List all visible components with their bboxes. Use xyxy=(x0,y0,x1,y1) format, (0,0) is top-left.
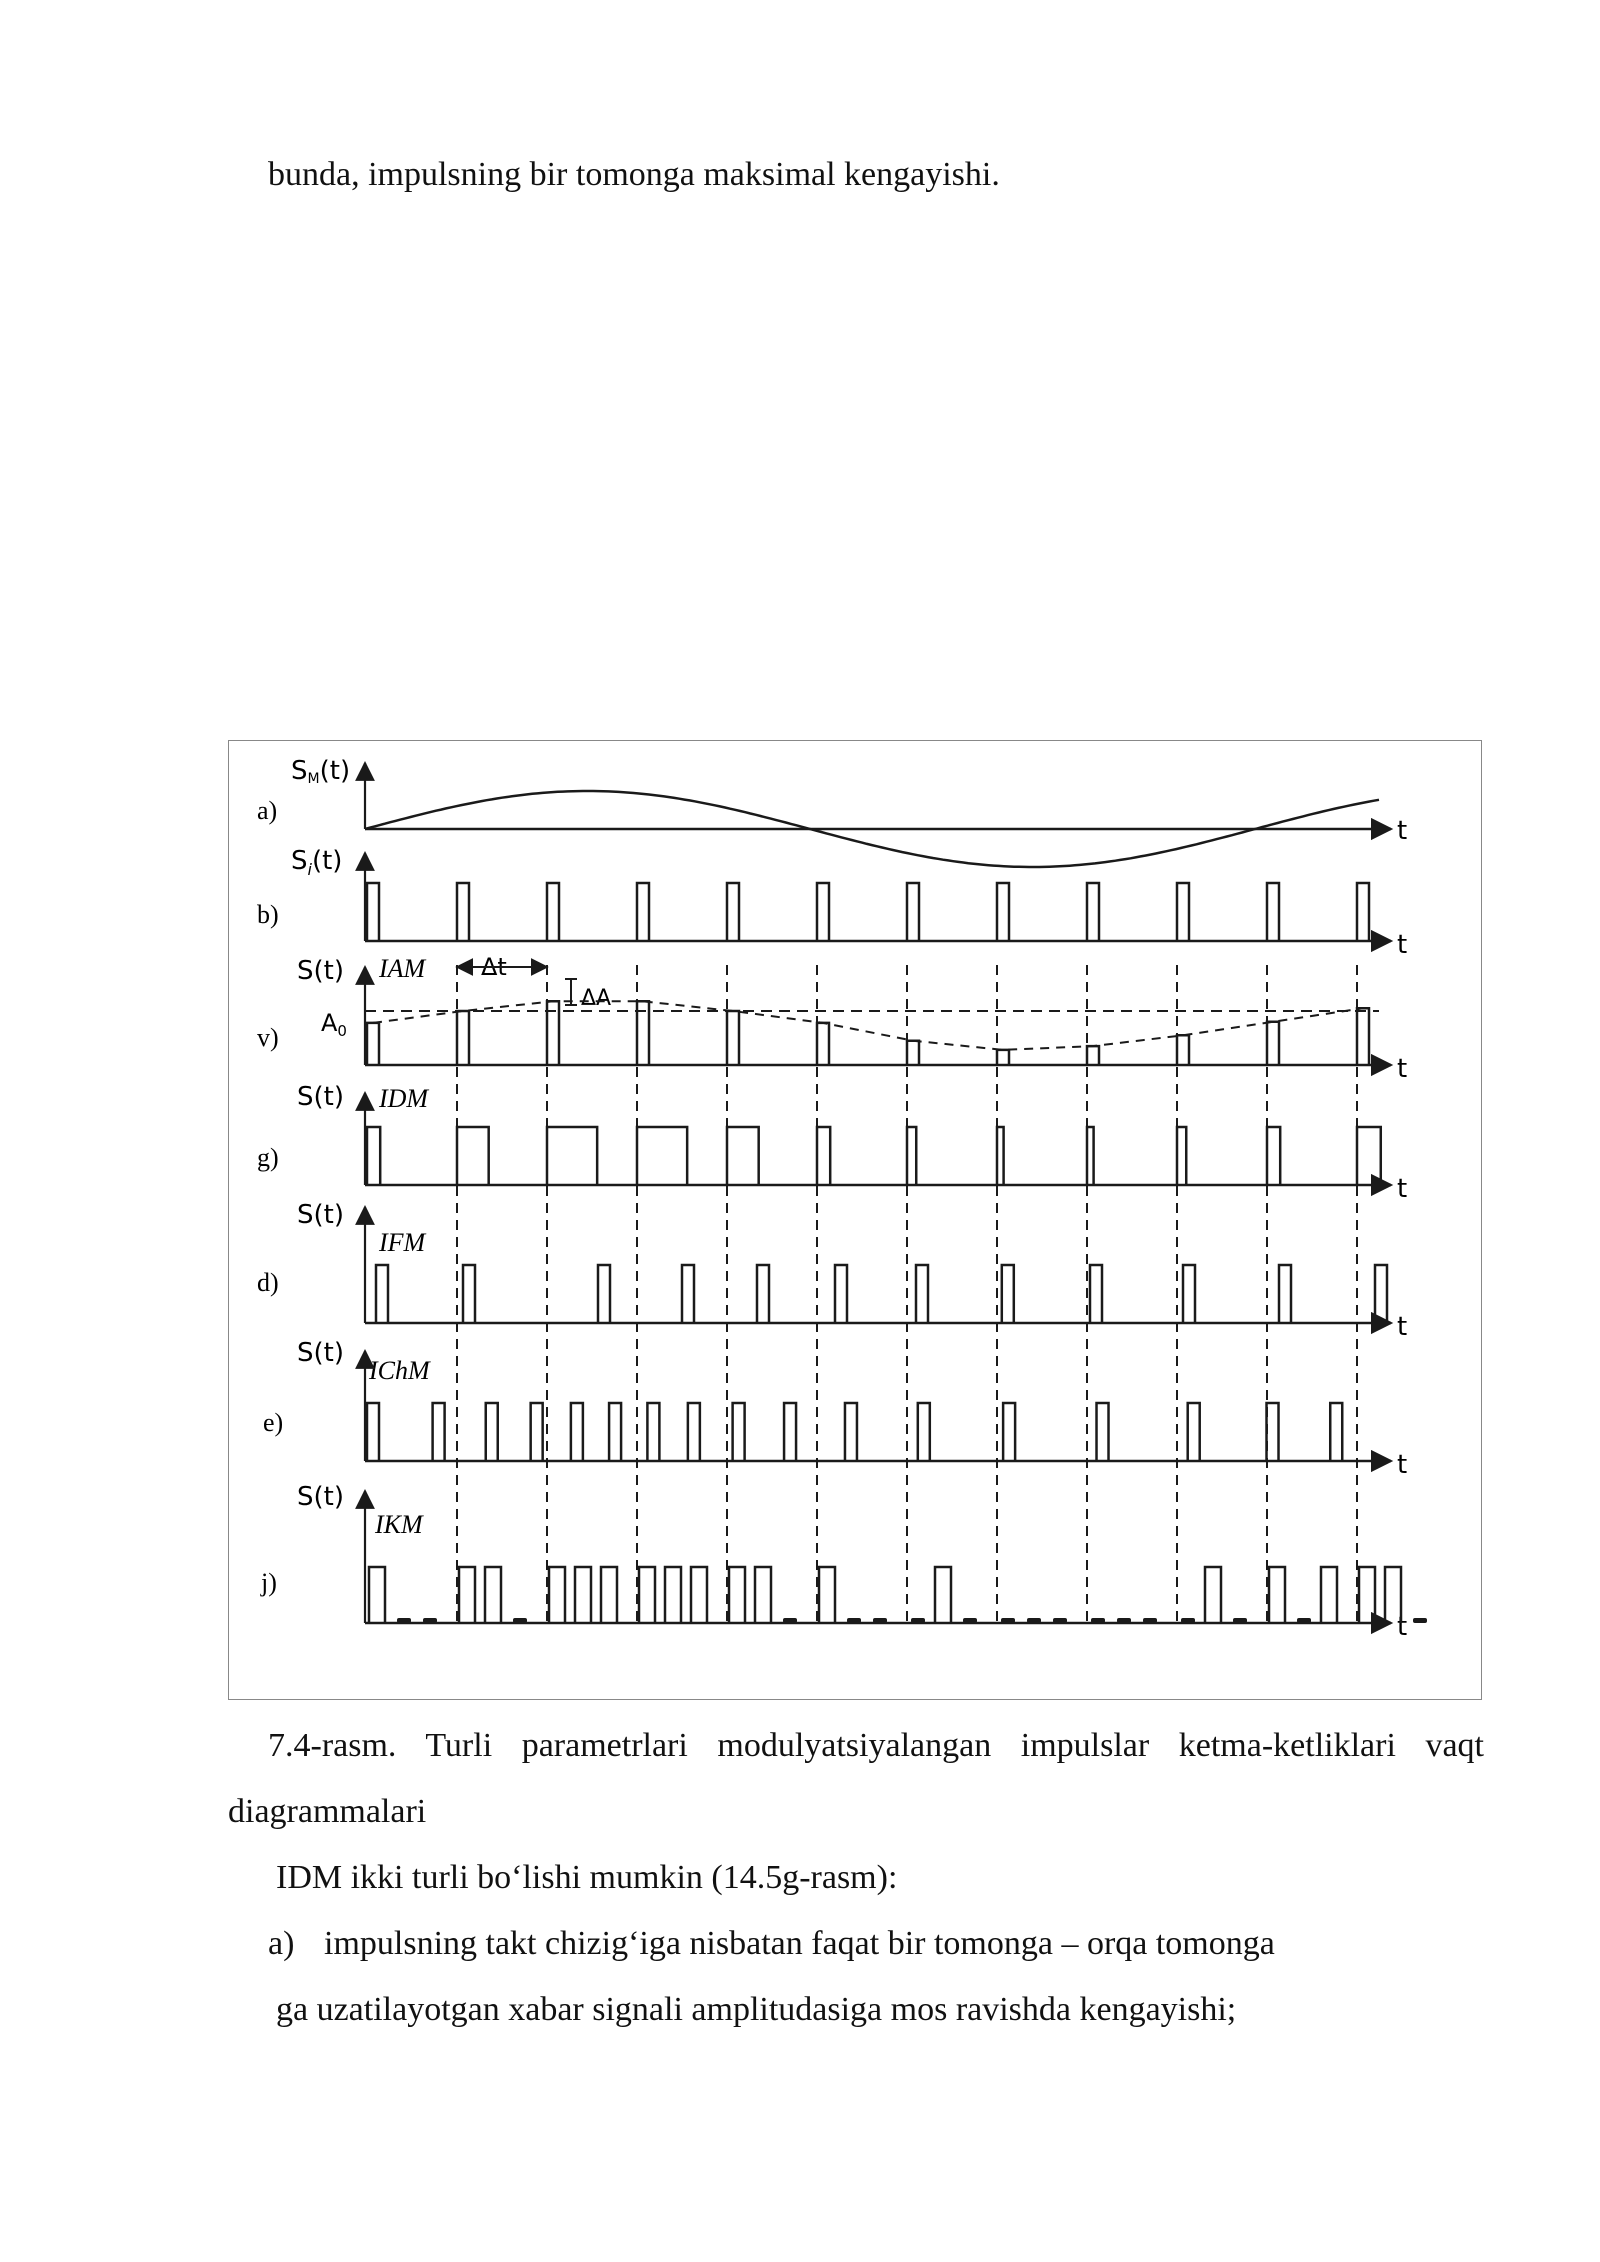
mode-iam: IAM xyxy=(379,954,426,983)
ikm-bit-pulse xyxy=(575,1567,591,1623)
carrier-pulse xyxy=(1267,883,1279,941)
list-item-a-continued: ga uzatilayotgan xabar signali amplitudasiga mos ravishda kengayishi; xyxy=(276,1991,1237,2028)
label-sm: SM(t) xyxy=(291,756,351,787)
label-g: g) xyxy=(257,1143,279,1172)
ifm-pulse xyxy=(463,1265,475,1323)
ikm-zero-mark xyxy=(873,1618,887,1623)
ifm-pulse xyxy=(1002,1265,1014,1323)
mode-ifm: IFM xyxy=(379,1228,426,1257)
label-s-v: S(t) xyxy=(297,956,344,986)
ichm-pulse xyxy=(918,1403,930,1461)
ichm-pulse xyxy=(433,1403,445,1461)
mode-idm: IDM xyxy=(379,1084,429,1113)
label-s-g: S(t) xyxy=(297,1082,344,1112)
axis-t-v: t xyxy=(1397,1054,1408,1084)
iam-pulse xyxy=(1267,1022,1279,1065)
carrier-pulse xyxy=(997,883,1009,941)
ichm-pulse xyxy=(1097,1403,1109,1461)
figure-caption: 7.4-rasm. Turli parametrlari modulyatsiyalangan impulslar ketma-ketliklari vaqt xyxy=(268,1727,1484,1764)
label-delta-t: Δt xyxy=(481,953,507,981)
idm-pulse xyxy=(1357,1127,1381,1185)
list-item-a-letter: a) xyxy=(268,1925,295,1962)
ichm-pulse xyxy=(647,1403,659,1461)
ikm-zero-mark xyxy=(1143,1618,1157,1623)
ifm-pulse xyxy=(1375,1265,1387,1323)
ikm-zero-mark xyxy=(847,1618,861,1623)
axis-t-g: t xyxy=(1397,1174,1408,1204)
ikm-bit-pulse xyxy=(601,1567,617,1623)
ifm-pulse xyxy=(682,1265,694,1323)
axis-t-d: t xyxy=(1397,1312,1408,1342)
ikm-zero-mark xyxy=(1001,1618,1015,1623)
ikm-bit-pulse xyxy=(729,1567,745,1623)
ikm-bit-pulse xyxy=(1321,1567,1337,1623)
idm-pulse xyxy=(817,1127,830,1185)
ikm-zero-mark xyxy=(1027,1618,1041,1623)
label-s-d: S(t) xyxy=(297,1200,344,1230)
idm-pulse xyxy=(1087,1127,1094,1185)
label-j: j) xyxy=(261,1568,277,1597)
iam-envelope xyxy=(373,1001,1363,1050)
ichm-pulse xyxy=(688,1403,700,1461)
idm-pulse xyxy=(997,1127,1004,1185)
carrier-pulse xyxy=(457,883,469,941)
label-a0: $A_0$ xyxy=(321,1009,347,1040)
idm-pulse xyxy=(367,1127,380,1185)
idm-pulse xyxy=(637,1127,687,1185)
idm-pulse xyxy=(1267,1127,1280,1185)
idm-pulse xyxy=(907,1127,916,1185)
axis-t-b: t xyxy=(1397,930,1408,960)
iam-pulse xyxy=(367,1023,379,1065)
ikm-bit-pulse xyxy=(1205,1567,1221,1623)
axis-t-j: t xyxy=(1397,1612,1408,1642)
ikm-bit-pulse xyxy=(1359,1567,1375,1623)
label-d: d) xyxy=(257,1268,279,1297)
ikm-bit-pulse xyxy=(935,1567,951,1623)
ifm-pulse xyxy=(757,1265,769,1323)
label-b: b) xyxy=(257,900,279,929)
ikm-zero-mark xyxy=(1053,1618,1067,1623)
timing-diagram xyxy=(229,741,1483,1701)
carrier-pulse xyxy=(547,883,559,941)
iam-pulse xyxy=(1177,1035,1189,1065)
figure-caption-cont: diagrammalari xyxy=(228,1793,427,1830)
ifm-pulse xyxy=(376,1265,388,1323)
list-item-a-text: impulsning takt chizig‘iga nisbatan faqat bir tomonga – orqa tomonga xyxy=(324,1925,1275,1962)
iam-pulse xyxy=(457,1011,469,1065)
iam-pulse xyxy=(997,1050,1009,1065)
mode-ichm: IChM xyxy=(369,1356,430,1385)
axis-t-e: t xyxy=(1397,1450,1408,1480)
ikm-bit-pulse xyxy=(639,1567,655,1623)
iam-pulse xyxy=(1087,1046,1099,1065)
figure-frame xyxy=(228,740,1482,1700)
ifm-pulse xyxy=(1183,1265,1195,1323)
ikm-bit-pulse xyxy=(485,1567,501,1623)
ikm-zero-mark xyxy=(783,1618,797,1623)
ikm-bit-pulse xyxy=(755,1567,771,1623)
iam-pulse xyxy=(1357,1008,1369,1065)
ikm-zero-mark xyxy=(911,1618,925,1623)
ikm-zero-mark xyxy=(963,1618,977,1623)
list-item-a xyxy=(268,1924,1275,1964)
ichm-pulse xyxy=(367,1403,379,1461)
label-s-e: S(t) xyxy=(297,1338,344,1368)
carrier-pulse xyxy=(907,883,919,941)
ichm-pulse xyxy=(733,1403,745,1461)
label-delta-a: ΔA xyxy=(581,986,612,1011)
carrier-pulse xyxy=(1087,883,1099,941)
ikm-bit-pulse xyxy=(819,1567,835,1623)
mode-ikm: IKM xyxy=(375,1510,423,1539)
carrier-pulse xyxy=(727,883,739,941)
iam-pulse xyxy=(727,1011,739,1065)
intro-line: bunda, impulsning bir tomonga maksimal kengayishi. xyxy=(268,156,1000,193)
label-v: v) xyxy=(257,1023,279,1052)
ikm-bit-pulse xyxy=(1269,1567,1285,1623)
ichm-pulse xyxy=(609,1403,621,1461)
ichm-pulse xyxy=(845,1403,857,1461)
carrier-pulse xyxy=(637,883,649,941)
label-s-j: S(t) xyxy=(297,1482,344,1512)
ifm-pulse xyxy=(1090,1265,1102,1323)
ikm-zero-mark xyxy=(1233,1618,1247,1623)
ikm-zero-mark xyxy=(513,1618,527,1623)
iam-pulse xyxy=(817,1023,829,1065)
ikm-bit-pulse xyxy=(691,1567,707,1623)
idm-intro: IDM ikki turli bo‘lishi mumkin (14.5g-rasm): xyxy=(276,1859,898,1896)
ikm-zero-mark xyxy=(397,1618,411,1623)
ikm-zero-mark xyxy=(423,1618,437,1623)
carrier-pulse xyxy=(1177,883,1189,941)
ichm-pulse xyxy=(1188,1403,1200,1461)
label-a: a) xyxy=(257,796,278,825)
ichm-pulse xyxy=(486,1403,498,1461)
label-si: $S_i(t)$ xyxy=(291,846,343,879)
idm-pulse xyxy=(727,1127,759,1185)
ifm-pulse xyxy=(598,1265,610,1323)
ifm-pulse xyxy=(916,1265,928,1323)
ifm-pulse xyxy=(1279,1265,1291,1323)
carrier-pulse xyxy=(367,883,379,941)
ikm-zero-mark xyxy=(1117,1618,1131,1623)
ichm-pulse xyxy=(571,1403,583,1461)
ikm-zero-mark xyxy=(1297,1618,1311,1623)
ikm-zero-mark xyxy=(1181,1618,1195,1623)
ikm-bit-pulse xyxy=(369,1567,385,1623)
idm-pulse xyxy=(457,1127,489,1185)
waveforms xyxy=(365,763,1427,1623)
ifm-pulse xyxy=(835,1265,847,1323)
ichm-pulse xyxy=(1330,1403,1342,1461)
ichm-pulse xyxy=(1267,1403,1279,1461)
carrier-pulse xyxy=(817,883,829,941)
ikm-zero-mark xyxy=(1091,1618,1105,1623)
idm-pulse xyxy=(1177,1127,1186,1185)
ichm-pulse xyxy=(531,1403,543,1461)
ikm-zero-mark xyxy=(1413,1618,1427,1623)
axis-t-a: t xyxy=(1397,816,1408,846)
ichm-pulse xyxy=(1003,1403,1015,1461)
carrier-pulse xyxy=(1357,883,1369,941)
ikm-bit-pulse xyxy=(459,1567,475,1623)
iam-pulse xyxy=(907,1041,919,1065)
label-e: e) xyxy=(263,1408,284,1437)
ikm-bit-pulse xyxy=(549,1567,565,1623)
idm-pulse xyxy=(547,1127,597,1185)
ichm-pulse xyxy=(784,1403,796,1461)
ikm-bit-pulse xyxy=(665,1567,681,1623)
